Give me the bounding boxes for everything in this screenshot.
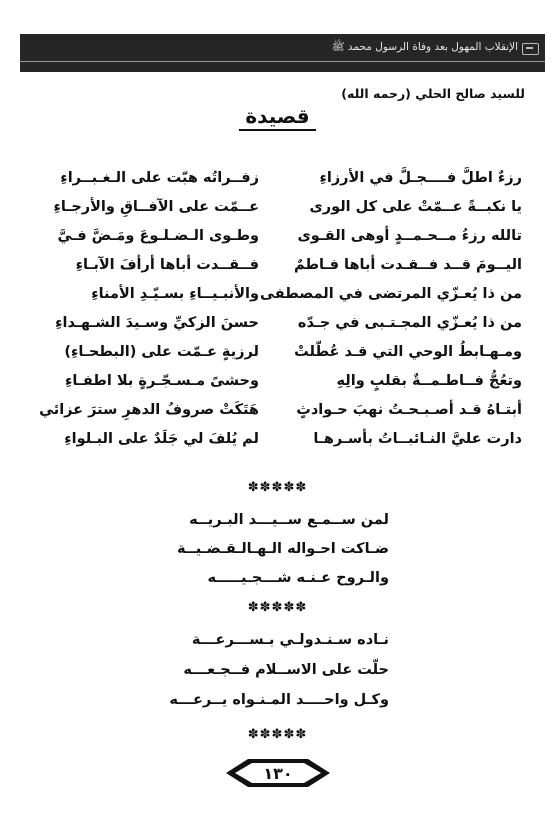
section-separator: ✽✽✽✽✽	[247, 727, 308, 742]
first-hemistich: من ذا يُعـزّي المرتضى في المصطفى	[260, 286, 522, 302]
couplet	[0, 286, 555, 310]
second-hemistich: وحشىً مـسـجّـرةٍ بلا اطفـاءِ	[65, 373, 259, 389]
first-hemistich: تالله رزءُ مــحـمــدٍ أوهى القـوى	[297, 228, 522, 244]
header-ornament-icon	[522, 43, 539, 55]
second-hemistich: لم يُلفَ لي جَلَدٌ على البـلواءِ	[64, 431, 259, 447]
first-hemistich: أبتـاهُ قـد أصـبـحـتُ نهبَ حـوادثٍ	[296, 402, 522, 418]
stanza-two-line: وكـل واحــــد المـنـواه يــرعـــه	[169, 692, 389, 708]
second-hemistich: حسنَ الزكيِّ وسـيدَ الشـهـداءِ	[55, 315, 259, 331]
couplet	[0, 228, 555, 252]
stanza-one-line: ضـاكت احـواله الـهـالـقـضـيــة	[177, 541, 389, 557]
couplet	[0, 199, 555, 223]
second-hemistich: لرزيةٍ عـمّت على (البطحـاءِ)	[64, 344, 259, 360]
poet-attribution: للسيد صالح الحلي (رحمه الله)	[341, 86, 525, 101]
section-separator: ✽✽✽✽✽	[247, 480, 308, 495]
page-number: ١٣٠	[263, 764, 293, 783]
header-title: الإنقلاب المهول بعد وفاة الرسول محمد ﷺ	[331, 41, 518, 53]
couplet	[0, 402, 555, 426]
first-hemistich: ومـهـابطُ الوحي التي قـد عُطّلتْ	[294, 344, 522, 360]
couplet	[0, 431, 555, 455]
couplet	[0, 373, 555, 397]
running-header	[20, 34, 545, 72]
second-hemistich: فــقــدت أباها أرأفَ الآبـاءِ	[75, 257, 259, 273]
stanza-two-line: حلّت على الاســلام فــجـعـــه	[183, 662, 389, 678]
second-hemistich: زفــراتُه هبّت على الـغـبــراءِ	[60, 170, 259, 186]
second-hemistich: والأنبـيــاءِ بسـيّـدِ الأمناءِ	[91, 286, 259, 302]
first-hemistich: دارت عليَّ النـائبــاتُ بأسـرهـا	[313, 431, 522, 447]
couplet	[0, 170, 555, 194]
couplet	[0, 344, 555, 368]
first-hemistich: رزءٌ اطلَّ فــــجـلَّ في الأرزاءِ	[319, 170, 522, 186]
stanza-one-line: لمن ســمـع ســيـــد البـريــه	[189, 512, 389, 528]
poem-title	[0, 104, 555, 128]
second-hemistich: عــمّت على الآفــاقِ والأرجـاءِ	[53, 199, 259, 215]
page-number-badge	[226, 758, 330, 788]
first-hemistich: من ذا يُعـزّي المجـتـبى في جـدّه	[297, 315, 522, 331]
header-rule	[20, 61, 545, 62]
stanza-two-line: نـاده سـنـدولـي بـســـرعـــة	[191, 632, 389, 648]
section-separator: ✽✽✽✽✽	[247, 600, 308, 615]
stanza-one-line: والـروح عـنـه شـــجـيـــــه	[207, 570, 389, 586]
first-hemistich: وتعُجُّ فــاطـمــةٌ بقلبٍ والِهِ	[336, 373, 522, 389]
second-hemistich: وطـوى الـضـلـوعَ ومَـضَّ فـيَّ	[57, 228, 259, 244]
poem-title-text: قصيدة	[239, 104, 315, 131]
couplet	[0, 315, 555, 339]
couplet	[0, 257, 555, 281]
second-hemistich: هَتَكَتْ صروفُ الدهرِ سترَ عزائي	[39, 402, 259, 418]
first-hemistich: يا نكبــةً عــمّتْ على كل الورى	[309, 199, 522, 215]
first-hemistich: اليــومَ قــد فــقـدت أباها فـاطمٌ	[294, 257, 522, 273]
